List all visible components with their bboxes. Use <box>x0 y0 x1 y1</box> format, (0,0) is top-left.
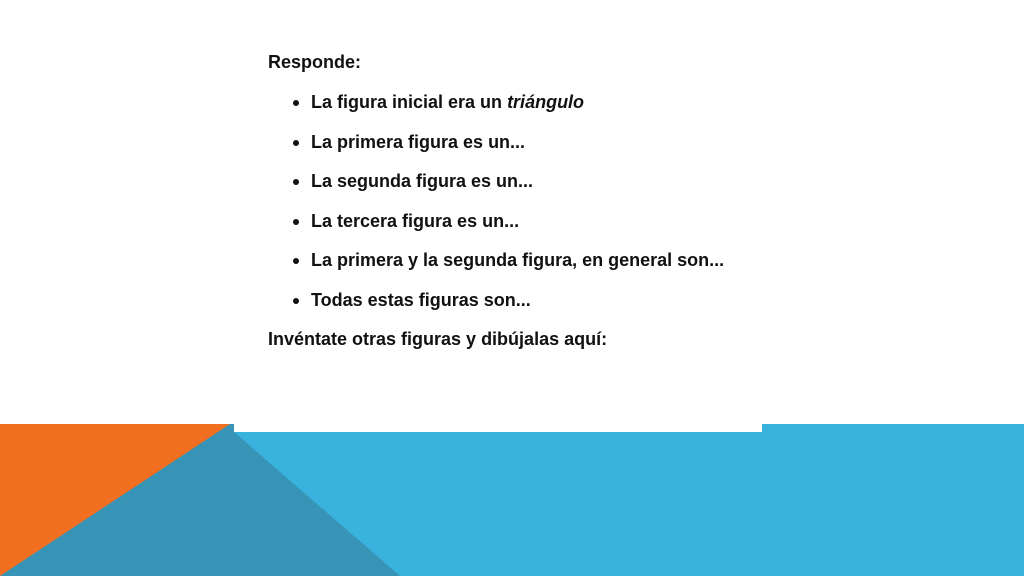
bullet-emphasis-1: triángulo <box>507 92 585 112</box>
bullet-text-1: La figura inicial era un <box>311 92 508 112</box>
bullet-icon <box>293 179 299 185</box>
responde-heading: Responde: <box>268 52 362 72</box>
bullet-item-1 <box>268 90 968 114</box>
bullet-item-6 <box>268 288 968 312</box>
bullet-icon <box>293 219 299 225</box>
slide-content <box>268 50 968 351</box>
bullet-text-4: La tercera figura es un... <box>311 210 520 231</box>
bullet-icon <box>293 140 299 146</box>
bullet-item-2 <box>268 130 968 154</box>
bullet-item-5 <box>268 248 968 272</box>
bullet-item-3 <box>268 169 968 193</box>
bullet-text-3: La segunda figura es un... <box>311 171 534 191</box>
question-list <box>268 90 968 312</box>
corner-decoration <box>0 424 1024 576</box>
bullet-text-2: La primera figura es un... <box>311 131 526 152</box>
bullet-text-6: Todas estas figuras son... <box>311 289 531 310</box>
bullet-item-4 <box>268 209 968 233</box>
bullet-text-5: La primera y la segunda figura, en general son... <box>311 250 725 270</box>
bullet-icon <box>293 100 299 106</box>
bullet-icon <box>293 258 299 264</box>
bullet-icon <box>293 298 299 304</box>
drawing-instruction: Invéntate otras figuras y dibújalas aquí: <box>268 329 608 349</box>
